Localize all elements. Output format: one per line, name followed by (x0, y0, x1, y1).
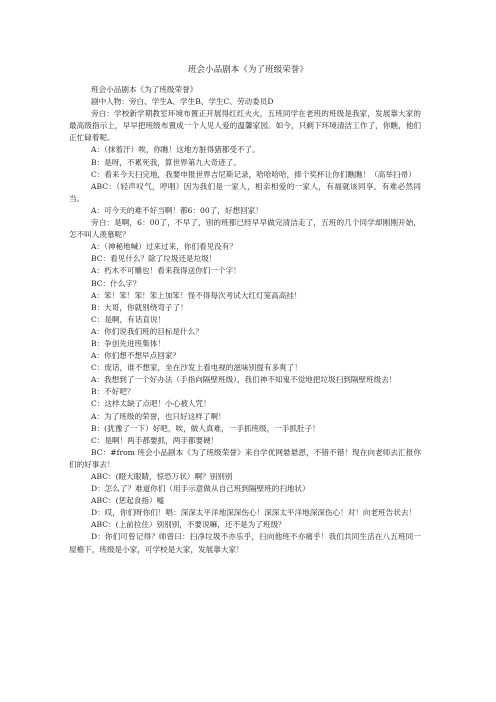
script-line: B：(犹豫了一下）好吧，唉，做人真难，一手抓班级，一手抓肚子！ (91, 423, 320, 433)
script-line: A：笨！笨！笨！笨上加笨！怪不得每次考试大红灯笼高高挂！ (91, 290, 302, 300)
script-line: B：大哥，你就别绕弯子了！ (91, 302, 188, 312)
script-line: A：可今天的难不好当啊！都6：00了，好想回家！ (91, 205, 263, 215)
script-line: 班会小品剧本《为了班级荣誉》 (91, 85, 198, 94)
document-title: 班会小品剧本《为了班级荣誉》 (187, 64, 309, 74)
script-line: D：你们可曾记得？师曾曰：扫净垃圾不亦乐乎，扫向他班不亦痛乎！我们共同生活在八五班同一屋檐下，班级是小家，可学校是大家，发展靠大家！ (69, 532, 421, 554)
script-line: BC：#from 班会小品剧本《为了班级荣誉》来自学优网悬悬恩，不错不错！现在向老师去汇报你们的好事去！ (69, 447, 421, 469)
script-line: A：（抹着汗）唉，你瞧！这地方脏得猪都受不了。 (91, 145, 260, 155)
script-line: B：争创先进班集体！ (91, 338, 165, 348)
script-line: BC：看见什么？除了垃圾还是垃圾！ (91, 254, 217, 264)
script-line: C：废话，谁不想家，坐在沙发上看电视的滋味别提有多爽了！ (91, 363, 302, 373)
script-line: A：（神秘地喊）过来过来，你们看见没有？ (91, 242, 237, 252)
script-line: D：哎，你们呀你们！唱：深深太平洋地深深伤心！深深太平洋地深深伤心！对！向老班告状去！ (91, 508, 417, 518)
script-line: C：是啊，有话直说！ (91, 314, 166, 324)
script-line: ABC：(上前拉住）别别别，不要说嘛，还不是为了班级？ (91, 520, 286, 530)
script-line: A：为了班级的荣誉，也只好这样了啊！ (91, 411, 226, 421)
script-line: A：朽木不可雕也！看来我得送你们一个字！ (91, 266, 241, 276)
script-line: 旁白：是啊，6：00了，不早了，别的班都已经早早做完清洁走了，五班的几个同学却刚刚开始，怎不叫人羡慕呢？ (69, 218, 421, 240)
script-line: 旁白：学校新学期教室环境布置正开展得红红火火，五班同学在老班的班级是我家，发展靠大家的最高级指示上，早早把班级布置成一个人见人爱的温馨家园。如今，只剩下环境清洁工作了，你瞧，他们正忙碌着呢。 (69, 109, 421, 143)
script-line: 剧中人物：旁白、学生A、学生B、学生C、劳动委员D (91, 97, 274, 107)
script-line: C：看来今天扫完地，我要申报世界吉尼斯记录，哈哈哈哈，捧个奖杯让你们瞧瞧！（高举扫帚） (91, 169, 416, 179)
script-line: C：这样太缺了点吧！小心被人咒！ (91, 399, 211, 409)
script-line: A：你们说我们班的目标是什么？ (91, 326, 203, 336)
script-line: A：我想到了一个好办法（手指向隔壁班级），我们神不知鬼不觉地把垃圾扫到隔壁班级去！ (91, 375, 397, 385)
script-line: BC：什么字？ (91, 278, 141, 288)
script-line: ABC：(惩起食指）嘘 (91, 496, 165, 506)
script-line: ABC：(瞪大眼睛，惊恐万状）啊？别别别 (91, 472, 233, 481)
script-line: ABC：（轻声叹气，哼唱）因为我们是一家人，相亲相爱的一家人，有福就该同享，有难必然同当。 (69, 181, 421, 203)
script-line: B：不好吧？ (91, 387, 135, 397)
script-line: C：是啊！两手都要抓，两手都要硬！ (91, 435, 219, 445)
document-body (69, 84, 421, 556)
script-line: B：是呀，不累死我，算世界第九大奇迹了。 (91, 157, 241, 167)
script-line: A：你们想不想早点回家？ (91, 351, 181, 361)
script-line: D：怎么了？难道你们（用手示意做从自己班到隔壁班的扫地状） (91, 484, 310, 494)
